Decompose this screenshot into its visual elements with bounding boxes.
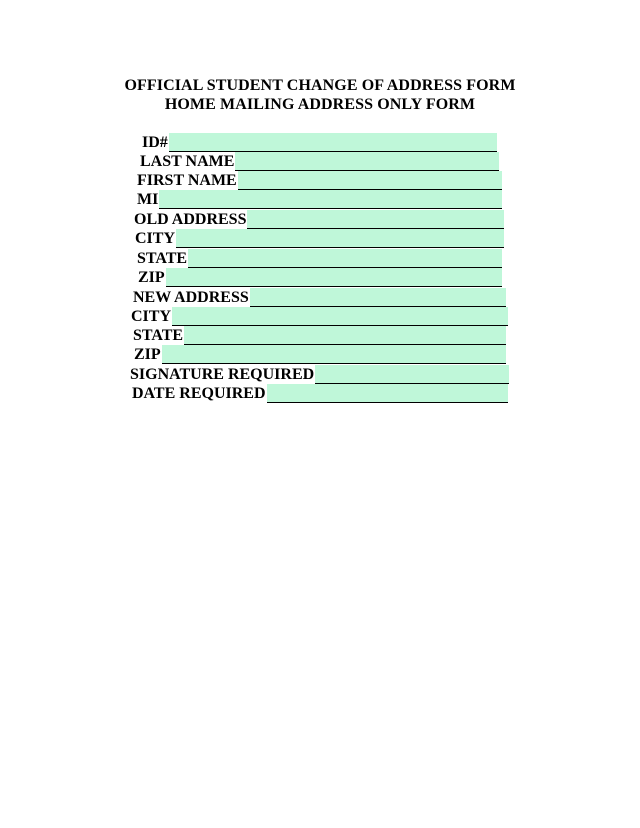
old-zip-field[interactable]: [166, 268, 502, 287]
form-row-first-name: [137, 171, 502, 190]
form-row-date: [132, 384, 508, 403]
old-zip-label: ZIP: [138, 269, 165, 286]
old-city-label: CITY: [135, 230, 176, 247]
form-row-new-zip: [134, 345, 506, 364]
id-label: ID#: [142, 134, 168, 151]
new-city-field[interactable]: [172, 307, 508, 326]
new-address-label: NEW ADDRESS: [133, 289, 249, 306]
old-address-label: OLD ADDRESS: [134, 211, 247, 228]
form-row-signature: [130, 365, 509, 384]
id-field[interactable]: [169, 133, 497, 152]
form-row-last-name: [140, 152, 499, 171]
old-city-field[interactable]: [176, 229, 504, 248]
form-row-old-address: [134, 210, 504, 229]
last-name-label: LAST NAME: [140, 153, 235, 170]
first-name-field[interactable]: [238, 171, 502, 190]
new-state-label: STATE: [133, 327, 184, 344]
new-state-field[interactable]: [184, 326, 506, 345]
new-zip-label: ZIP: [134, 346, 161, 363]
form-row-new-state: [133, 326, 506, 345]
date-field[interactable]: [267, 384, 509, 403]
form-row-new-address: [133, 288, 506, 307]
form-row-old-zip: [138, 268, 502, 287]
signature-label: SIGNATURE REQUIRED: [130, 366, 315, 383]
mi-field[interactable]: [159, 190, 502, 209]
first-name-label: FIRST NAME: [137, 172, 237, 189]
last-name-field[interactable]: [235, 152, 499, 171]
signature-field[interactable]: [315, 365, 509, 384]
form-row-old-city: [135, 229, 504, 248]
mi-label: MI: [137, 191, 159, 208]
old-address-field[interactable]: [247, 210, 504, 229]
form-row-id: [142, 133, 497, 152]
old-state-label: STATE: [137, 250, 188, 267]
form-row-mi: [137, 190, 502, 209]
new-address-field[interactable]: [250, 288, 506, 307]
date-label: DATE REQUIRED: [132, 385, 266, 402]
form-row-new-city: [131, 307, 508, 326]
new-city-label: CITY: [131, 308, 172, 325]
form-row-old-state: [137, 249, 502, 268]
old-state-field[interactable]: [188, 249, 502, 268]
new-zip-field[interactable]: [162, 345, 506, 364]
form-title: OFFICIAL STUDENT CHANGE OF ADDRESS FORM: [124, 77, 516, 94]
form-subtitle: HOME MAILING ADDRESS ONLY FORM: [164, 96, 476, 113]
